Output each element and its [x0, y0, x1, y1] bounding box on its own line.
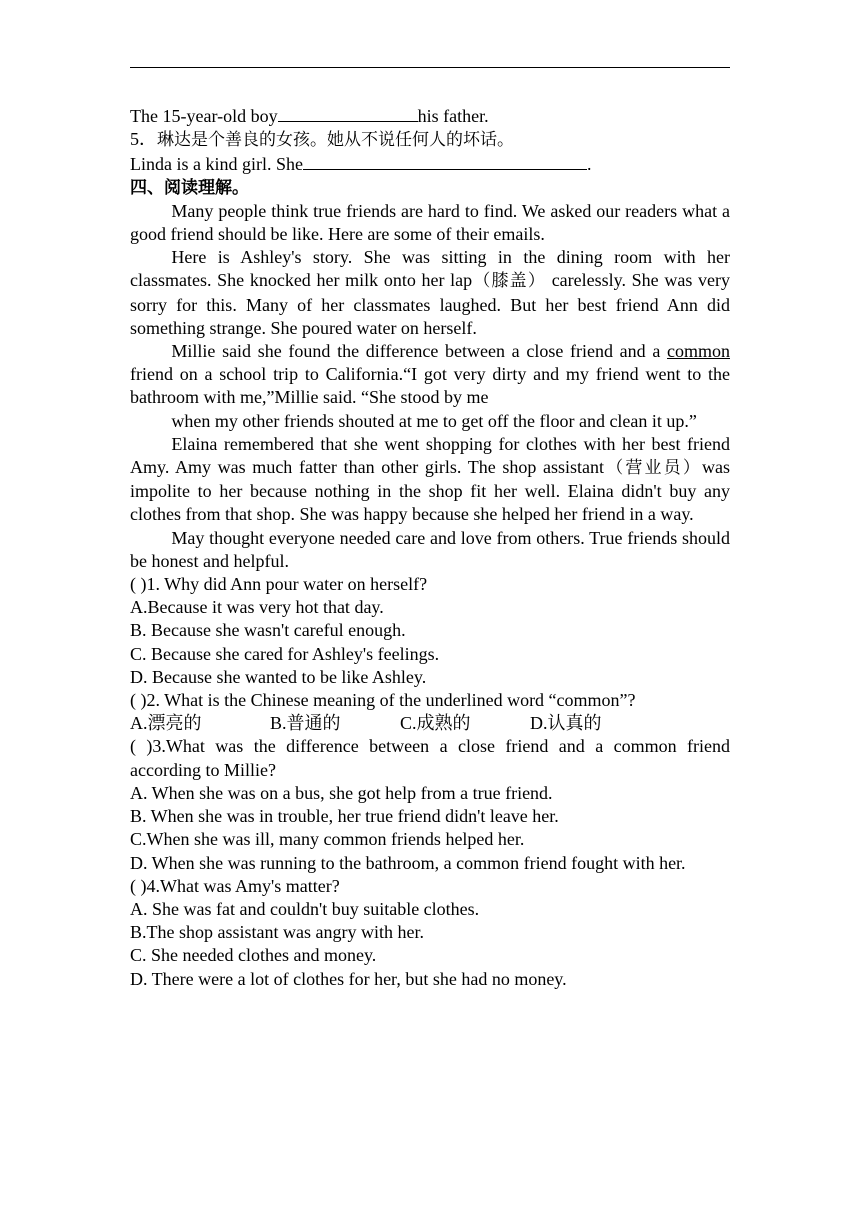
- translation-item-5-answer: [130, 152, 730, 176]
- question-4-option-b: B.The shop assistant was angry with her.: [130, 922, 424, 943]
- passage-paragraph-3-continued: when my other friends shouted at me to get off the floor and clean it up.”: [171, 410, 697, 431]
- q5-prefix: Linda is a kind girl. She: [130, 154, 303, 175]
- answer-blank[interactable]: [303, 152, 587, 170]
- passage-paragraph-3: [130, 340, 730, 410]
- document-body: [130, 104, 730, 991]
- question-4-option-c: C. She needed clothes and money.: [130, 945, 377, 966]
- section-heading: 四、阅读理解。: [130, 177, 249, 198]
- question-3-option-c: C.When she was ill, many common friends helped her.: [130, 829, 525, 850]
- question-2-option-b: B.普通的: [270, 713, 341, 734]
- passage-paragraph-1: Many people think true friends are hard to find. We asked our readers what a good friend should be like. Here are some of their emails.: [130, 200, 730, 245]
- p4-text-b: was impolite to her because nothing in the shop fit her well. Elaina didn't buy any clothes from that shop. She was happy because she helped her friend in a way.: [130, 457, 730, 525]
- q4-suffix: his father.: [417, 106, 489, 126]
- question-4: ( )4.What was Amy's matter?: [130, 875, 340, 896]
- header-rule: [130, 67, 730, 68]
- question-4-option-d: D. There were a lot of clothes for her, but she had no money.: [130, 968, 567, 989]
- question-4-option-a: A. She was fat and couldn't buy suitable clothes.: [130, 898, 480, 919]
- question-2-options: [130, 712, 730, 735]
- q5-suffix: .: [586, 154, 592, 175]
- passage-paragraph-5: May thought everyone needed care and love from others. True friends should be honest and helpful.: [130, 527, 730, 571]
- p3-text-b: friend on a school trip to California.“I got very dirty and my friend went to the bathroom with me,”Millie said. “She stood by me: [130, 364, 730, 408]
- question-3-option-b: B. When she was in trouble, her true friend didn't leave her.: [130, 806, 559, 827]
- translation-item-4-answer: [130, 104, 730, 128]
- question-2-option-d: D.认真的: [530, 713, 602, 734]
- p2-text-b: carelessly. She was very sorry for this. Many of her classmates laughed. But her best friend Ann did something strange. She poured water on herself.: [130, 270, 730, 338]
- question-3-option-a: A. When she was on a bus, she got help from a true friend.: [130, 782, 553, 803]
- p4-chinese-gloss: （营业员）: [604, 458, 702, 479]
- question-1-option-a: A.Because it was very hot that day.: [130, 597, 384, 618]
- q5-number: 5．: [130, 129, 157, 150]
- question-3-option-d: D. When she was running to the bathroom, a common friend fought with her.: [130, 852, 686, 873]
- q4-prefix: The 15-year-old boy: [130, 106, 278, 126]
- question-1-option-c: C. Because she cared for Ashley's feelings.: [130, 643, 440, 664]
- underlined-word: common: [667, 341, 730, 362]
- question-2-option-c: C.成熟的: [400, 713, 471, 734]
- question-1-option-b: B. Because she wasn't careful enough.: [130, 620, 406, 641]
- question-2-option-a: A.漂亮的: [130, 713, 202, 734]
- passage-paragraph-4: [130, 433, 730, 527]
- p4-text-a: Elaina remembered that she went shopping for clothes with her best friend Amy. Amy was much fatter than other girls. The shop assistant: [130, 433, 730, 478]
- translation-item-5-chinese: [130, 128, 730, 152]
- p2-chinese-gloss: （膝盖）: [472, 271, 547, 292]
- answer-blank[interactable]: [278, 104, 418, 122]
- p2-text-a: Here is Ashley's story. She was sitting in the dining room with her classmates. She knocked her milk onto her lap: [130, 247, 730, 291]
- question-3: ( )3.What was the difference between a close friend and a common friend according to Millie?: [130, 736, 730, 780]
- p3-text-a: Millie said she found the difference between a close friend and a: [171, 341, 667, 362]
- passage-paragraph-2: [130, 246, 730, 340]
- q5-chinese: 琳达是个善良的女孩。她从不说任何人的坏话。: [157, 130, 514, 151]
- question-1-option-d: D. Because she wanted to be like Ashley.: [130, 666, 427, 687]
- question-2: ( )2. What is the Chinese meaning of the underlined word “common”?: [130, 690, 636, 711]
- question-1: ( )1. Why did Ann pour water on herself?: [130, 574, 428, 595]
